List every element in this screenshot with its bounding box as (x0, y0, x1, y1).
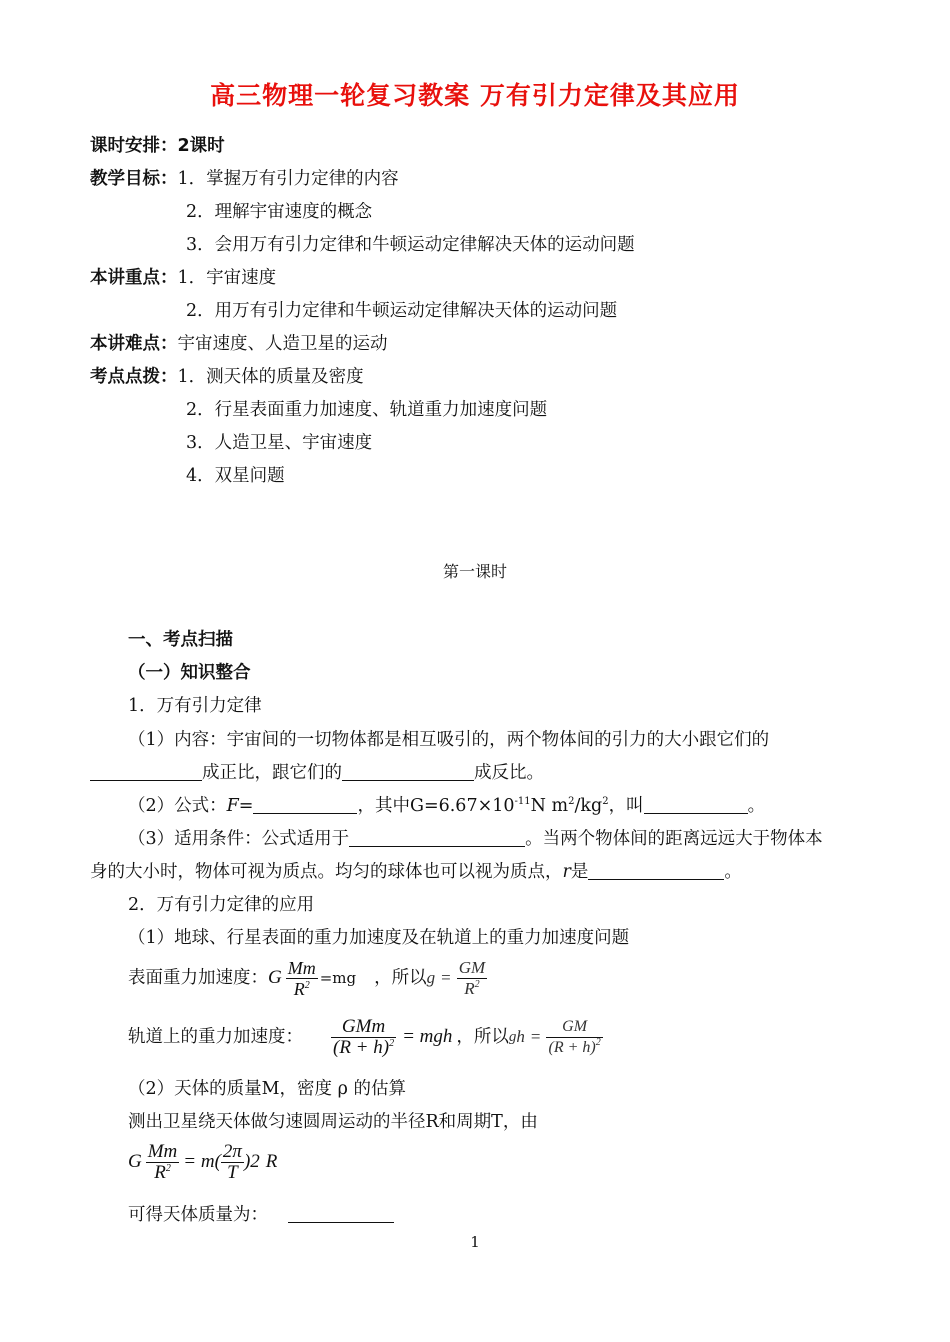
result-label: 可得天体质量为： (128, 1205, 268, 1225)
math-text: =mg (319, 969, 357, 987)
schedule-value: 2课时 (177, 136, 225, 156)
formula-text: /kg (574, 796, 603, 816)
difficulties-value: 宇宙速度、人造卫星的运动 (177, 334, 388, 354)
math-text: = mg (402, 1026, 443, 1047)
math-text: = (530, 1027, 541, 1046)
formula-exponent: 2 (602, 796, 609, 807)
content-text: 成反比。 (474, 763, 544, 783)
kepler-formula-row: G $\frac{Mm}{R^2}$ = m( $\frac{2\pi}{T}$ ) 2 R (128, 1140, 278, 1183)
formula-text: = (238, 796, 254, 816)
difficulties-label: 本讲难点： (90, 334, 178, 354)
math-symbol: G (268, 967, 282, 988)
fill-blank[interactable] (349, 828, 525, 847)
objective-item: 1．掌握万有引力定律的内容 (177, 169, 399, 189)
content-text: 成正比，跟它们的 (202, 763, 342, 783)
fill-blank[interactable] (342, 762, 474, 781)
key-point-item: 1．宇宙速度 (177, 268, 277, 288)
math-text: = (441, 968, 451, 987)
fill-blank[interactable] (644, 795, 748, 814)
den-exponent: 2 (389, 1037, 395, 1049)
formula-text: ，叫 (608, 796, 644, 816)
den-exponent: 2 (595, 1036, 601, 1048)
den-exponent: 2 (165, 1162, 171, 1174)
orbital-label: 轨道上的重力加速度： (128, 1027, 303, 1047)
fraction (546, 1017, 602, 1058)
den-exponent: 2 (304, 979, 310, 991)
objective-item: 2．理解宇宙速度的概念 (186, 202, 373, 222)
objective-item: 3．会用万有引力定律和牛顿运动定律解决天体的运动问题 (186, 235, 635, 255)
formula-prefix: （2）公式： (128, 796, 227, 816)
exam-point-item: 1．测天体的质量及密度 (177, 367, 364, 387)
numerator: 2π (222, 1140, 242, 1162)
condition-text: （3）适用条件：公式适用于 (128, 829, 350, 849)
lesson-heading: 第一课时 (442, 562, 507, 581)
numerator: Mm (287, 957, 316, 978)
exam-point-item: 2．行星表面重力加速度、轨道重力加速度问题 (186, 400, 548, 420)
numerator: Mm (147, 1140, 178, 1162)
condition-symbol: r (562, 862, 571, 882)
numerator: GM (458, 957, 486, 977)
fraction (286, 958, 318, 999)
content-line (90, 761, 544, 785)
denominator (457, 979, 487, 999)
condition-line (90, 860, 742, 884)
exam-point-item: 3．人造卫星、宇宙速度 (186, 433, 373, 453)
formula-text: 。 (747, 796, 766, 816)
fill-blank[interactable] (90, 762, 202, 781)
formula-text: N m (530, 796, 569, 816)
key-points-row (90, 266, 276, 290)
fill-blank[interactable] (253, 795, 357, 814)
gravity-heading: （1）地球、行星表面的重力加速度及在轨道上的重力加速度问题 (128, 928, 630, 948)
formula-line (128, 794, 765, 818)
page-number: 1 (470, 1233, 480, 1251)
denominator (546, 1038, 602, 1058)
surface-so: ，所以 (374, 968, 427, 988)
subsection-heading: （一）知识整合 (128, 663, 251, 683)
formula-text: ，其中G=6.67×10 (357, 796, 515, 816)
key-points-label: 本讲重点： (90, 268, 178, 288)
fraction (457, 958, 487, 999)
math-symbol: g (508, 1029, 517, 1045)
den-text: (R + h) (333, 1036, 390, 1058)
math-text: = m( (183, 1151, 221, 1172)
difficulties-row (90, 332, 388, 356)
objectives-label: 教学目标： (90, 169, 178, 189)
fraction (331, 1017, 396, 1058)
denominator (331, 1038, 396, 1058)
objectives-row (90, 167, 399, 191)
den-text: R (154, 1161, 166, 1183)
schedule-label: 课时安排： (90, 136, 178, 156)
math-symbol: R (265, 1151, 278, 1172)
formula-symbol: F (226, 796, 239, 816)
content-line: （1）内容：宇宙间的一切物体都是相互吸引的，两个物体间的引力的大小跟它们的 (128, 730, 770, 750)
section-heading: 一、考点扫描 (128, 630, 233, 650)
key-point-item: 2．用万有引力定律和牛顿运动定律解决天体的运动问题 (186, 301, 618, 321)
exam-points-row (90, 365, 364, 389)
surface-label: 表面重力加速度： (128, 968, 268, 988)
orbital-so: ，所以 (456, 1027, 509, 1047)
condition-text: 。当两个物体间的距离远远大于物体本 (525, 829, 823, 849)
den-text: R (464, 978, 475, 998)
math-text: ) (243, 1151, 251, 1172)
schedule-row (90, 134, 225, 158)
condition-text: 是 (570, 862, 589, 882)
mass-heading: （2）天体的质量M，密度 ρ 的估算 (128, 1079, 406, 1099)
condition-text: 身的大小时，物体可视为质点。均匀的球体也可以视为质点， (90, 862, 563, 882)
den-text: R (293, 978, 305, 999)
fill-blank[interactable] (588, 861, 724, 880)
exam-point-item: 4．双星问题 (186, 466, 285, 486)
denominator: T (227, 1161, 238, 1183)
condition-text: 。 (724, 862, 742, 882)
numerator: GMm (331, 1017, 396, 1038)
formula-exponent: -11 (514, 796, 531, 807)
fraction (221, 1142, 244, 1183)
fraction (146, 1142, 180, 1183)
result-row (128, 1203, 394, 1227)
den-exponent: 2 (474, 978, 480, 990)
math-symbol: g (426, 968, 436, 987)
den-text: (R + h) (548, 1038, 596, 1056)
denominator (286, 979, 318, 999)
numerator: GM (546, 1017, 602, 1038)
page-title: 高三物理一轮复习教案 万有引力定律及其应用 (210, 81, 740, 110)
measure-text: 测出卫星绕天体做匀速圆周运动的半径R和周期T，由 (128, 1112, 538, 1132)
orbital-gravity-row: 轨道上的重力加速度： $\frac{\text{GMm}}{(R + h)^2}$ = mg h ，所以 g h = $\frac{GM}{(R + h)^2}$ (128, 1015, 601, 1058)
formula-exponent: 2 (568, 796, 575, 807)
fill-blank[interactable] (288, 1204, 394, 1223)
item-heading: 1．万有引力定律 (128, 696, 262, 716)
denominator (146, 1163, 180, 1183)
math-symbol: G (128, 1151, 142, 1172)
surface-gravity-row (128, 950, 487, 1006)
item-heading: 2．万有引力定律的应用 (128, 895, 315, 915)
condition-line (128, 827, 823, 851)
exam-points-label: 考点点拨： (90, 367, 178, 387)
